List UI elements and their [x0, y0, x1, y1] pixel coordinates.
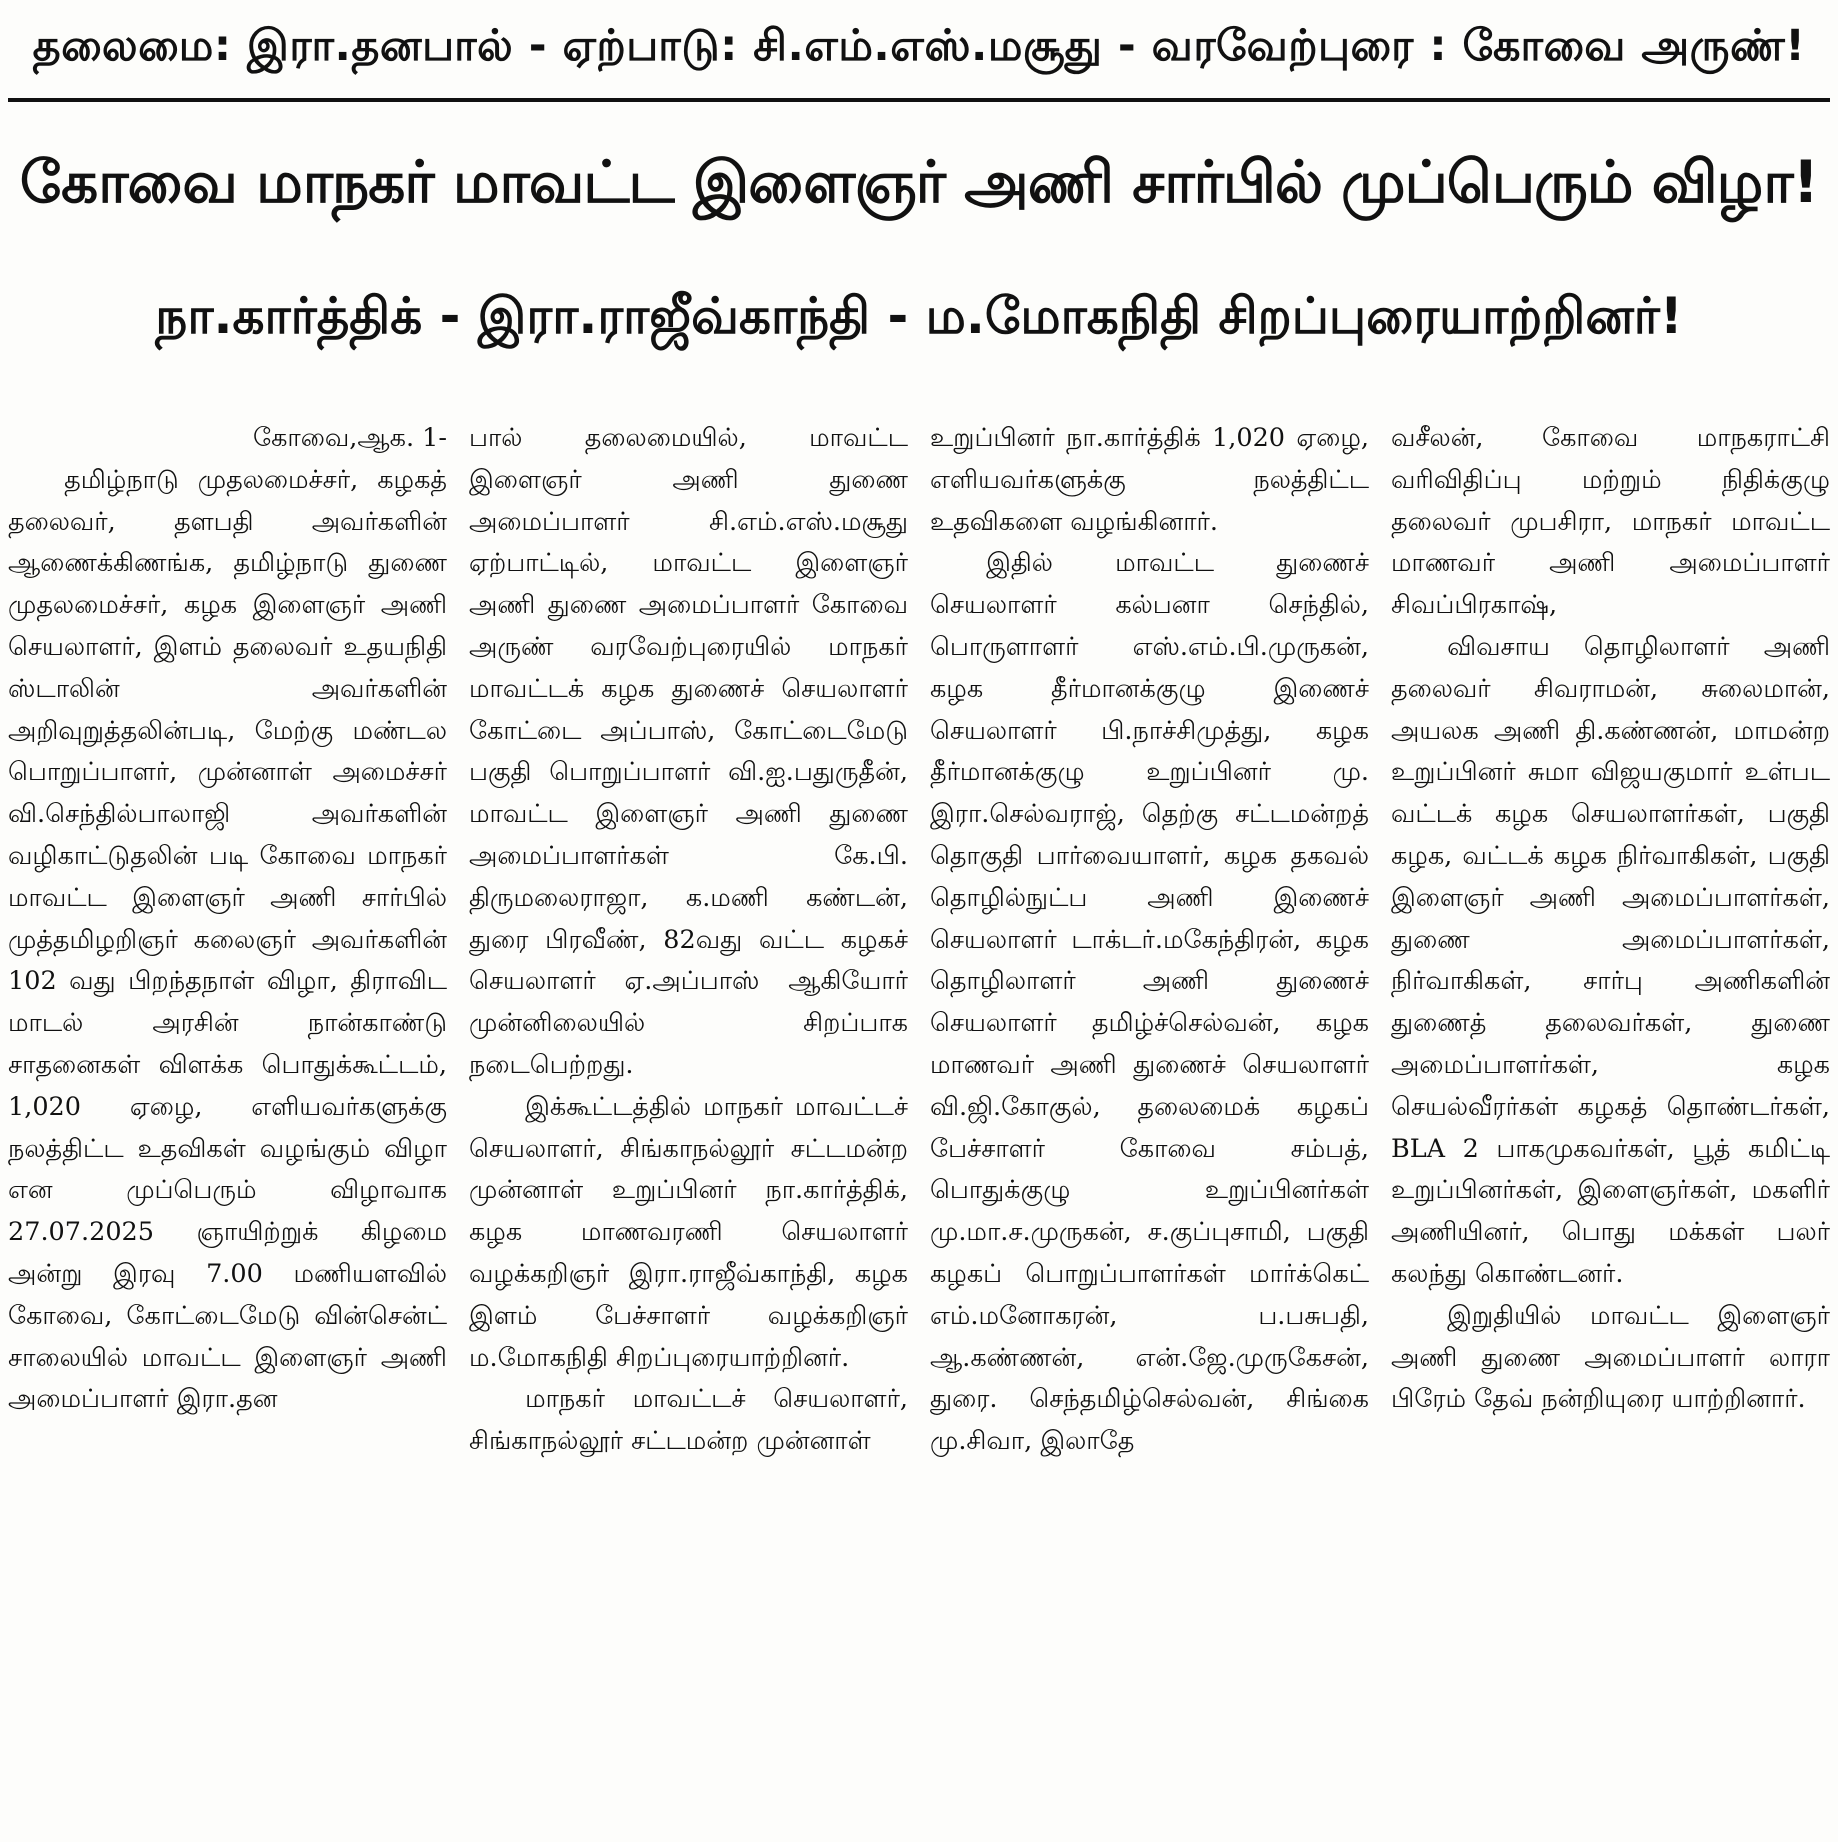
paragraph: இறுதியில் மாவட்ட இளைஞர் அணி துணை அமைப்பாளர் லாரா பிரேம் தேவ் நன்றியுரை யாற்றினார்.	[1391, 1300, 1830, 1415]
paragraph: விவசாய தொழிலாளர் அணி தலைவர் சிவராமன், சுலைமான், அயலக அணி தி.கண்ணன், மாமன்ற உறுப்பினர் சுமா விஜயகுமார் உள்பட வட்டக் கழக செயலாளர்கள், பகுதி கழக, வட்டக் கழக நிர்வாகிகள், பகுதி இளைஞர் அணி அமைப்பாளர்கள், துணை அமைப்பாளர்கள், நிர்வாகிகள், சார்பு அணிகளின் துணைத் தலைவர்கள், துணை அமைப்பாளர்கள், கழக செயல்வீரர்கள் கழகத் தொண்டர்கள், BLA 2 பாகமுகவர்கள், பூத் கமிட்டி உறுப்பினர்கள், இளைஞர்கள், மகளிர் அணியினர், பொது மக்கள் பலர் கலந்து கொண்டனர்.	[1391, 631, 1830, 1289]
article-body	[8, 418, 1830, 1842]
main-headline: கோவை மாநகர் மாவட்ட இளைஞர் அணி சார்பில் முப்பெரும் விழா!	[19, 148, 1819, 216]
paragraph-continued: வசீலன், கோவை மாநகராட்சி வரிவிதிப்பு மற்றும் நிதிக்குழு தலைவர் முபசிரா, மாநகர் மாவட்ட மாணவர் அணி அமைப்பாளர் சிவப்பிரகாஷ்,	[1391, 423, 1830, 621]
paragraph-continued: உறுப்பினர் நா.கார்த்திக் 1,020 ஏழை, எளியவர்களுக்கு நலத்திட்ட உதவிகளை வழங்கினார்.	[930, 423, 1369, 537]
article-column-2	[469, 418, 908, 1842]
paragraph: தமிழ்நாடு முதலமைச்சர், கழகத் தலைவர், தளபதி அவர்களின் ஆணைக்கிணங்க, தமிழ்நாடு துணை முதலமைச்சர், கழக இளைஞர் அணி செயலாளர், இளம் தலைவர் உதயநிதி ஸ்டாலின் அவர்களின் அறிவுறுத்தலின்படி, மேற்கு மண்டல பொறுப்பாளர், முன்னாள் அமைச்சர் வி.செந்தில்பாலாஜி அவர்களின் வழிகாட்டுதலின் படி கோவை மாநகர் மாவட்ட இளைஞர் அணி சார்பில் முத்தமிழறிஞர் கலைஞர் அவர்களின் 102 வது பிறந்தநாள் விழா, திராவிட மாடல் அரசின் நான்காண்டு சாதனைகள் விளக்க பொதுக்கூட்டம், 1,020 ஏழை, எளியவர்களுக்கு நலத்திட்ட உதவிகள் வழங்கும் விழா என முப்பெரும் விழாவாக 27.07.2025 ஞாயிற்றுக் கிழமை அன்று இரவு 7.00 மணியளவில் கோவை, கோட்டைமேடு வின்சென்ட் சாலையில் மாவட்ட இளைஞர் அணி அமைப்பாளர் இரா.தன	[8, 464, 447, 1415]
paragraph: மாநகர் மாவட்டச் செயலாளர், சிங்காநல்லூர் சட்டமன்ற முன்னாள்	[469, 1384, 908, 1457]
dateline: கோவை,ஆக. 1-	[253, 423, 447, 453]
paragraph: இதில் மாவட்ட துணைச் செயலாளர் கல்பனா செந்தில், பொருளாளர் எஸ்.எம்.பி.முருகன், கழக தீர்மானக்குழு இணைச் செயலாளர் பி.நாச்சிமுத்து, கழக தீர்மானக்குழு உறுப்பினர் மு. இரா.செல்வராஜ், தெற்கு சட்டமன்றத் தொகுதி பார்வையாளர், கழக தகவல் தொழில்நுட்ப அணி இணைச் செயலாளர் டாக்டர்.மகேந்திரன், கழக தொழிலாளர் அணி துணைச் செயலாளர் தமிழ்ச்செல்வன், கழக மாணவர் அணி துணைச் செயலாளர் வி.ஜி.கோகுல், தலைமைக் கழகப் பேச்சாளர் கோவை சம்பத், பொதுக்குழு உறுப்பினர்கள் மு.மா.ச.முருகன், ச.குப்புசாமி, பகுதி கழகப் பொறுப்பாளர்கள் மார்க்கெட் எம்.மனோகரன், ப.பசுபதி, ஆ.கண்ணன், என்.ஜே.முருகேசன், துரை. செந்தமிழ்செல்வன், சிங்கை மு.சிவா, இலாதே	[930, 548, 1369, 1457]
paragraph-continued: பால் தலைமையில், மாவட்ட இளைஞர் அணி துணை அமைப்பாளர் சி.எம்.எஸ்.மசூது ஏற்பாட்டில், மாவட்ட இளைஞர் அணி துணை அமைப்பாளர் கோவை அருண் வரவேற்புரையில் மாநகர் மாவட்டக் கழக துணைச் செயலாளர் கோட்டை அப்பாஸ், கோட்டைமேடு பகுதி பொறுப்பாளர் வி.ஐ.பதுருதீன், மாவட்ட இளைஞர் அணி துணை அமைப்பாளர்கள் கே.பி. திருமலைராஜா, க.மணி கண்டன், துரை பிரவீண், 82வது வட்ட கழகச் செயலாளர் ஏ.அப்பாஸ் ஆகியோர் முன்னிலையில் சிறப்பாக நடைபெற்றது.	[469, 423, 908, 1080]
article-column-3	[930, 418, 1369, 1842]
article-column-4	[1391, 418, 1830, 1842]
article-column-1	[8, 418, 447, 1842]
paragraph: இக்கூட்டத்தில் மாநகர் மாவட்டச் செயலாளர், சிங்காநல்லூர் சட்டமன்ற முன்னாள் உறுப்பினர் நா.கார்த்திக், கழக மாணவரணி செயலாளர் வழக்கறிஞர் இரா.ராஜீவ்காந்தி, கழக இளம் பேச்சாளர் வழக்கறிஞர் ம.மோகநிதி சிறப்புரையாற்றினர்.	[469, 1091, 908, 1373]
top-strapline: தலைமை: இரா.தனபால் - ஏற்பாடு: சி.எம்.எஸ்.மசூது - வரவேற்புரை : கோவை அருண்!	[32, 20, 1806, 71]
sub-headline: நா.கார்த்திக் - இரா.ராஜீவ்காந்தி - ம.மோகநிதி சிறப்புரையாற்றினர்!	[155, 286, 1683, 345]
